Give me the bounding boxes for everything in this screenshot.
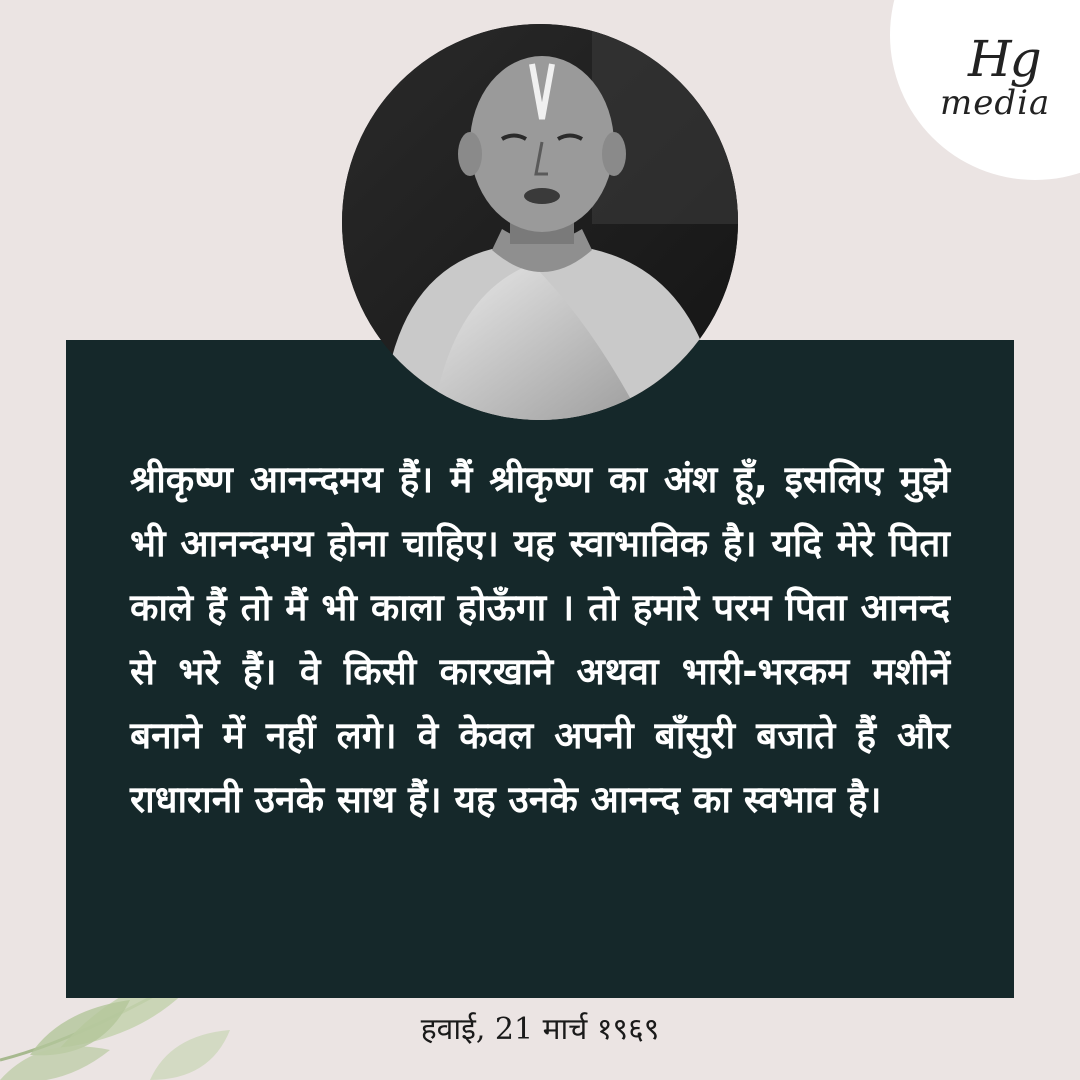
left-ear [458,132,482,176]
logo-line-1: Hg [968,30,1040,88]
attribution: हवाई, 21 मार्च १९६९ [420,1012,660,1047]
leaf-3 [0,1046,110,1080]
portrait-illustration [342,24,738,420]
portrait-photo [342,24,738,420]
quote-text: श्रीकृष्ण आनन्दमय हैं। मैं श्रीकृष्ण का अंश हूँ, इसलिए मुझे भी आनन्दमय होना चाहिए। यह स्वाभाविक है। यदि मेरे पिता काले हैं तो मैं भी काला होऊँगा । तो हमारे परम पिता आनन्द से भरे हैं। वे किसी कारखाने अथवा भारी-भरकम मशीनें बनाने में नहीं लगे। वे केवल अपनी बाँसुरी बजाते हैं और राधारानी उनके साथ हैं। यह उनके आनन्द का स्वभाव है। [130,458,950,821]
brand-logo [932,30,1072,144]
mouth [524,188,560,204]
background-wall [592,24,738,224]
logo-line-2: media [940,83,1051,123]
right-ear [602,132,626,176]
quote-card [66,340,1014,998]
